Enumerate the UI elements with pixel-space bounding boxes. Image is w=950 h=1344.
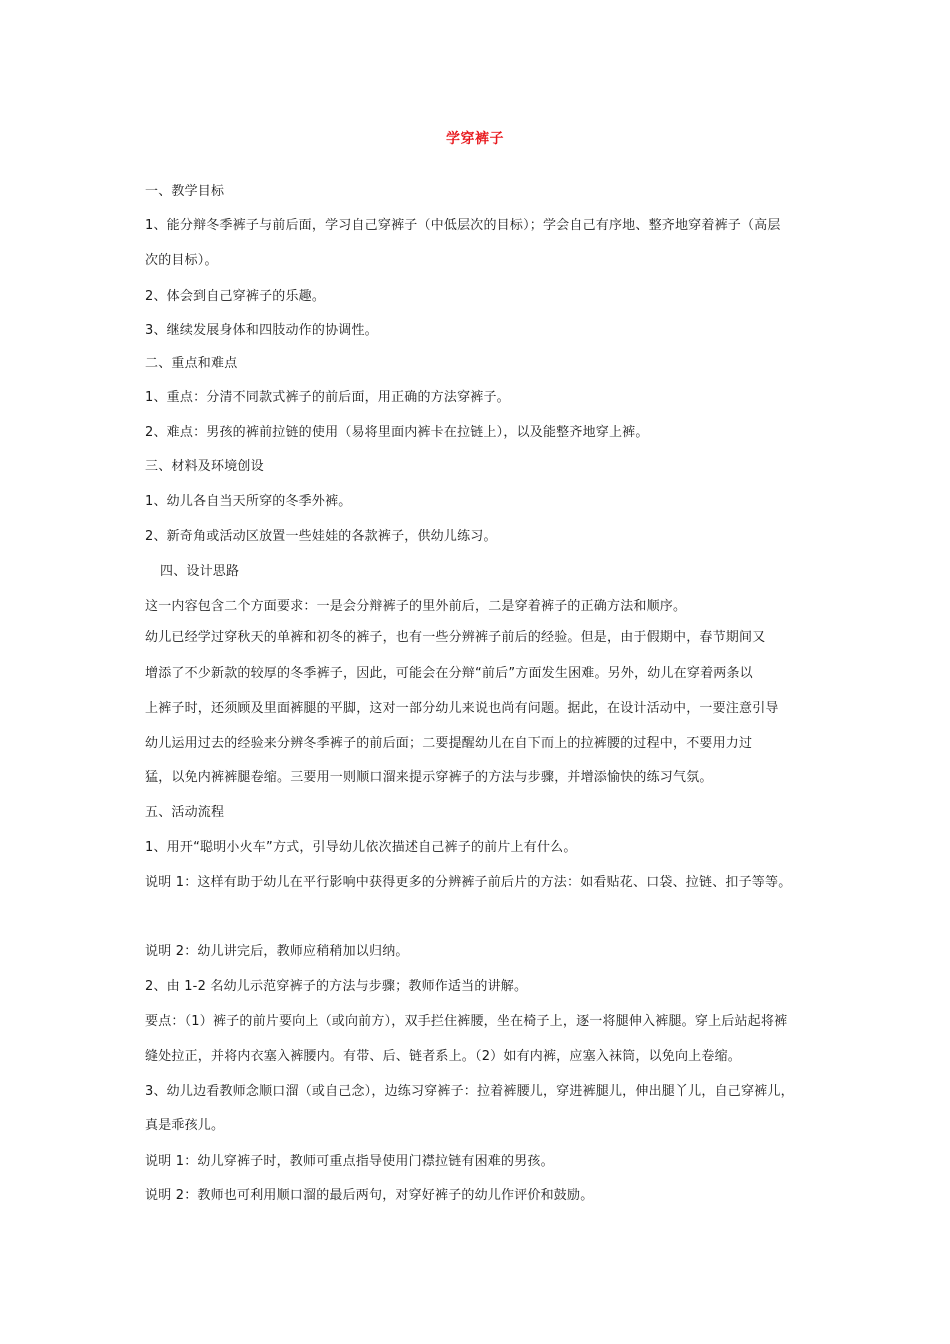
paragraph-line: 1、能分辩冬季裤子与前后面，学习自己穿裤子（中低层次的目标）；学会自己有序地、整齐地穿着裤子（高层 bbox=[145, 218, 781, 233]
paragraph-line: 2、新奇角或活动区放置一些娃娃的各款裤子，供幼儿练习。 bbox=[145, 529, 497, 544]
paragraph-line: 猛，以免内裤裤腿卷缩。三要用一则顺口溜来提示穿裤子的方法与步骤，并增添愉快的练习气氛。 bbox=[145, 770, 713, 785]
document-title: 学穿裤子 bbox=[446, 131, 504, 147]
paragraph-line: 3、继续发展身体和四肢动作的协调性。 bbox=[145, 323, 378, 338]
paragraph-line: 缝处拉正，并将内衣塞入裤腰内。有带、后、链者系上。（2）如有内裤，应塞入袜筒，以免向上卷缩。 bbox=[145, 1049, 741, 1064]
paragraph-line: 1、幼儿各自当天所穿的冬季外裤。 bbox=[145, 494, 352, 509]
section-heading-goals: 一、教学目标 bbox=[145, 184, 225, 199]
section-heading-key-points: 二、重点和难点 bbox=[145, 356, 238, 371]
paragraph-line: 上裤子时，还须顾及里面裤腿的平脚，这对一部分幼儿来说也尚有问题。据此，在设计活动中，一要注意引导 bbox=[145, 701, 779, 716]
paragraph-line: 次的目标）。 bbox=[145, 253, 218, 268]
paragraph-line: 这一内容包含二个方面要求：一是会分辩裤子的里外前后，二是穿着裤子的正确方法和顺序。 bbox=[145, 599, 687, 614]
paragraph-line: 1、用开“聪明小火车”方式，引导幼儿依次描述自己裤子的前片上有什么。 bbox=[145, 840, 577, 855]
paragraph-line: 1、重点：分清不同款式裤子的前后面，用正确的方法穿裤子。 bbox=[145, 390, 510, 405]
section-heading-process: 五、活动流程 bbox=[145, 805, 225, 820]
paragraph-line: 幼儿运用过去的经验来分辨冬季裤子的前后面；二要提醒幼儿在自下而上的拉裤腰的过程中，不要用力过 bbox=[145, 736, 753, 751]
paragraph-line: 幼儿已经学过穿秋天的单裤和初冬的裤子，也有一些分辨裤子前后的经验。但是，由于假期中，春节期间又 bbox=[145, 630, 766, 645]
section-heading-materials: 三、材料及环境创设 bbox=[145, 459, 264, 474]
paragraph-line: 3、幼儿边看教师念顺口溜（或自己念），边练习穿裤子：拉着裤腰儿，穿进裤腿儿，伸出腿丫儿，自己穿裤儿， bbox=[145, 1084, 794, 1099]
paragraph-line: 增添了不少新款的较厚的冬季裤子，因此，可能会在分辩“前后”方面发生困难。另外，幼儿在穿着两条以 bbox=[145, 666, 753, 681]
paragraph-line: 说明 2：幼儿讲完后，教师应稍稍加以归纳。 bbox=[145, 944, 409, 959]
paragraph-line: 真是乖孩儿。 bbox=[145, 1118, 225, 1133]
section-heading-design: 四、设计思路 bbox=[160, 564, 240, 579]
paragraph-line: 2、体会到自己穿裤子的乐趣。 bbox=[145, 289, 326, 304]
paragraph-line: 说明 1：这样有助于幼儿在平行影响中获得更多的分辨裤子前后片的方法：如看贴花、口袋、拉链、扣子等等。 bbox=[145, 875, 792, 890]
paragraph-line: 说明 2：教师也可利用顺口溜的最后两句，对穿好裤子的幼儿作评价和鼓励。 bbox=[145, 1188, 594, 1203]
paragraph-line: 说明 1：幼儿穿裤子时，教师可重点指导使用门襟拉链有困难的男孩。 bbox=[145, 1154, 554, 1169]
paragraph-line: 要点：（1）裤子的前片要向上（或向前方），双手拦住裤腰，坐在椅子上，逐一将腿伸入裤腿。穿上后站起将裤 bbox=[145, 1014, 788, 1029]
paragraph-line: 2、由 1-2 名幼儿示范穿裤子的方法与步骤；教师作适当的讲解。 bbox=[145, 979, 528, 994]
paragraph-line: 2、难点：男孩的裤前拉链的使用（易将里面内裤卡在拉链上），以及能整齐地穿上裤。 bbox=[145, 425, 649, 440]
